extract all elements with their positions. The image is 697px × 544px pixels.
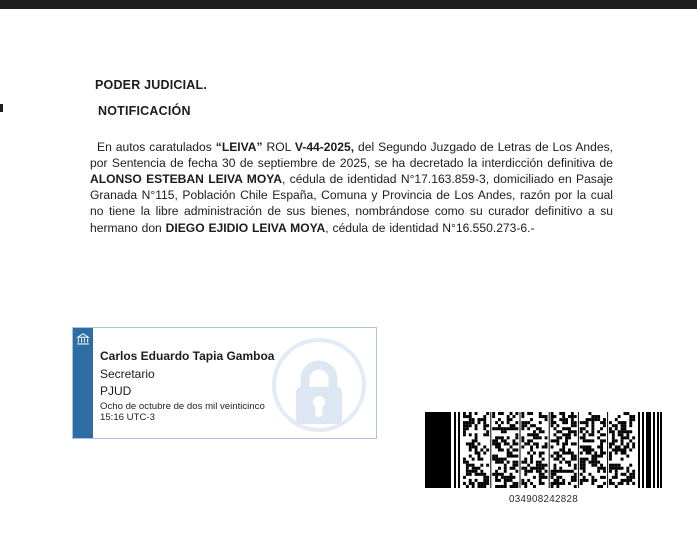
signer-institution: PJUD (100, 384, 132, 398)
scan-edge-top (0, 0, 697, 9)
notification-body: En autos caratulados “LEIVA” ROL V-44-2025, del Segundo Juzgado de Letras de Los Andes, por Sentencia de fecha 30 de septiembre de 2025, se ha decretado la interdicción definitiva de ALONSO ESTEBAN LEIVA MOYA, cédula de identidad N°17.163.859-3, domiciliado en Pasaje Granada N°115, Población Chile España, Comuna y Provincia de Los Andes, razón por la cual no tiene la libre administración de sus bienes, nombrándose como su curador definitivo a su hermano don DIEGO EJIDIO LEIVA MOYA, cédula de identidad N°16.550.273-6.- (90, 140, 613, 235)
barcode-number: 034908242828 (509, 494, 578, 505)
scan-artifact (0, 104, 3, 112)
document-title: PODER JUDICIAL. (95, 78, 208, 92)
signature-date: Ocho de octubre de dos mil veinticinco (100, 401, 265, 412)
signature-accent-bar (73, 328, 93, 438)
barcode-image (425, 412, 662, 488)
signature-time: 15:16 UTC-3 (100, 412, 155, 423)
signer-role: Secretario (100, 367, 155, 381)
barcode (425, 412, 662, 505)
document-subtitle: NOTIFICACIÓN (98, 104, 191, 118)
signer-name: Carlos Eduardo Tapia Gamboa (100, 349, 275, 363)
signature-stamp (72, 327, 377, 439)
lock-icon (271, 337, 367, 438)
